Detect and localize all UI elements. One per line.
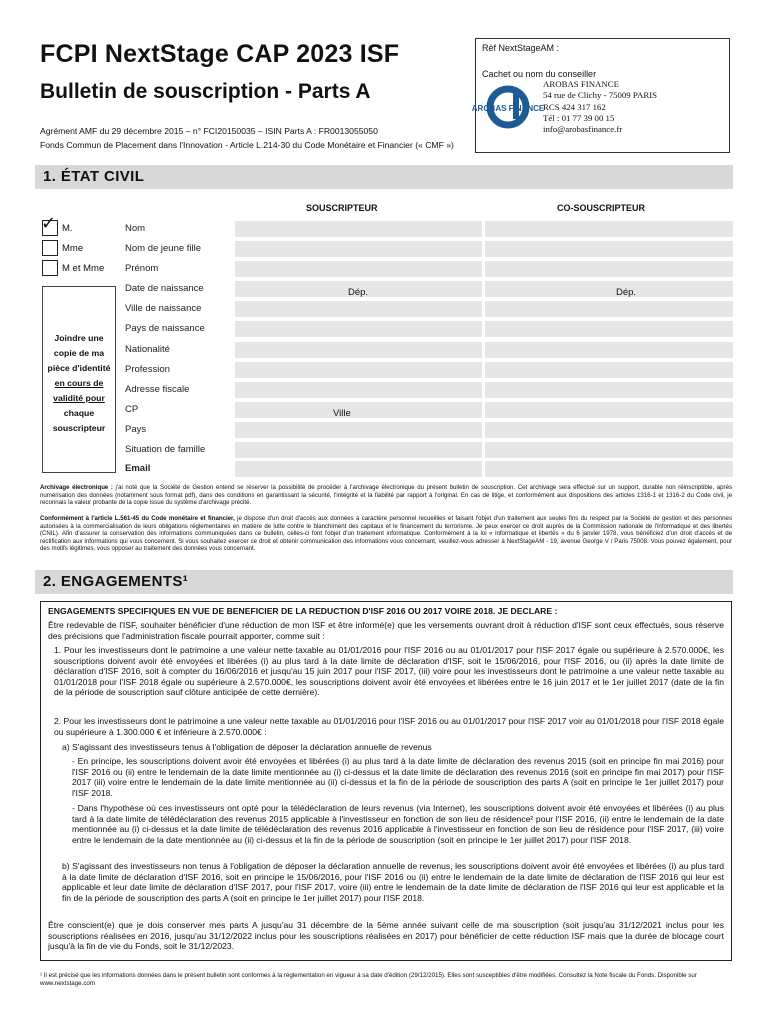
engagement-point-2b: b) S'agissant des investisseurs non tenus à l'obligation de déposer la déclaration annuelle de revenus, les souscriptions doivent avoir été envoyées et libérées (i) au plus tard à la date limite de déclaration d'ISF 2016, soit en principe le 15/06/2016, pour l'ISF 2016 ou (ii) entre le lendemain de la date limite de déclaration de l'ISF 2016 qui leur est applicable et leur date limite de déclaration d'ISF 2017, pour l'ISF 2017, voire (iii) entre le lendemain de la date limite de déclaration de l'ISF 2016 qui leur est applicable et la fin de la période de souscription des parts A (soit en principe le 1er juillet 2017) pour l'ISF 2018. xyxy=(62,861,724,903)
souscripteur-input[interactable] xyxy=(235,221,482,237)
conformement-paragraph xyxy=(40,515,732,553)
joindre-line: chaque xyxy=(63,408,95,418)
field-label: Prénom xyxy=(125,263,159,274)
address-line: AROBAS FINANCE xyxy=(543,79,620,89)
engagements-title: ENGAGEMENTS SPECIFIQUES EN VUE DE BENEFICIER DE LA REDUCTION D'ISF 2016 OU 2017 VOIRE 2018. JE DECLARE : xyxy=(48,606,558,616)
civilite-m-label: M. xyxy=(62,223,73,234)
address-line: info@arobasfinance.fr xyxy=(543,124,623,135)
conformement-label: Conformément à l'article L.561-45 du Code monétaire et financier, xyxy=(40,515,235,522)
cosouscripteur-input[interactable] xyxy=(485,442,733,458)
ref-nextstage-label: Réf NextStageAM : xyxy=(482,43,560,53)
ville-label: Ville xyxy=(333,408,351,419)
field-label: Pays xyxy=(125,424,147,435)
document-title: FCPI NextStage CAP 2023 ISF xyxy=(40,40,400,68)
joindre-piece-identite-note xyxy=(42,286,116,473)
cosouscripteur-input[interactable] xyxy=(485,402,733,418)
cosouscripteur-input[interactable] xyxy=(485,241,733,257)
cosouscripteur-input[interactable] xyxy=(485,382,733,398)
joindre-line: copie de ma xyxy=(53,348,105,358)
souscripteur-input[interactable] xyxy=(235,442,482,458)
address-line: Tél : 01 77 39 00 15 xyxy=(543,112,615,123)
address-line: RCS 424 317 162 xyxy=(543,101,606,112)
engagement-point-1: 1. Pour les investisseurs dont le patrimoine a une valeur nette taxable au 01/01/2016 pour l'ISF 2016 ou au 01/01/2017 pour l'ISF 2017 égale ou supérieure à 2.570.000€, les souscriptions doivent avoir été envoyées et libérées (i) au plus tard à la date limite de déclaration d'ISF, soit le 15/06/2016, pour l'ISF 2016, ou (ii) après la date limite de déclaration d'ISF 2016, soit à compter du 16/06/2016 et jusqu'au 15 juin 2017 pour l'ISF 2017, (iii) voire pour les investisseurs dont le patrimoine a une valeur nette taxable au 01/01/2018 pour l'ISF 2018 égale ou supérieure à 2.570.000€, les souscriptions doivent avoir été envoyées et libérées entre le 16 juin 2017 et le 1er juillet 2017 (date de la fin de la période de souscription sauf clôture anticipée de cette dernière). xyxy=(54,645,724,698)
cosouscripteur-input[interactable] xyxy=(485,461,733,477)
souscripteur-input[interactable] xyxy=(235,461,482,477)
address-line: 54 rue de Clichy - 75009 PARIS xyxy=(543,90,658,101)
archivage-paragraph xyxy=(40,484,732,507)
document-subtitle: Bulletin de souscription - Parts A xyxy=(40,80,371,103)
cosouscripteur-input[interactable] xyxy=(485,281,733,297)
engagement-conscient: Être conscient(e) que je dois conserver mes parts A jusqu'au 31 décembre de la 5ème année suivant celle de ma souscription (soit jusqu'au 31/12/2021 inclus pour les souscriptions réalisées en 2016, jusqu'au 31/12/2022 inclus pour les souscriptions réalisées en 2017) pour bénéficier de cette réduction ISF mais que la durée de blocage court jusqu'à la fin de vie du Fonds, soit le 31/12/2023. xyxy=(48,920,724,952)
field-label: Adresse fiscale xyxy=(125,384,190,395)
cosouscripteur-input[interactable] xyxy=(485,342,733,358)
souscripteur-input[interactable] xyxy=(235,382,482,398)
field-label: CP xyxy=(125,404,139,415)
fonds-description: Fonds Commun de Placement dans l'Innovation - Article L.214-30 du Code Monétaire et Financier (« CMF ») xyxy=(40,140,454,150)
joindre-line: Joindre une xyxy=(54,333,104,343)
field-label: Situation de famille xyxy=(125,444,206,455)
joindre-line: souscripteur xyxy=(52,423,106,433)
engagement-point-2a-2: - Dans l'hypothèse où ces investisseurs ont opté pour la télédéclaration de leurs revenus (via Internet), les souscriptions doivent avoir été envoyées et libérées (i) au plus tard à la date limite de télédéclaration des revenus 2015 applicable à l'investisseur en fonction de son lieu de résidence² pour l'ISF 2016, (ii) entre le lendemain de la date mentionnée au (i) ci-dessus et la date limite de télédéclaration des revenus 2016 applicable à l'investisseur en fonction de son lieu de résidence pour l'ISF 2017, (iii) voire entre le lendemain de la date mentionnée au (ii) ci-dessus et la fin de la période de souscription (soit en principe le 1er juillet 2017) pour l'ISF 2018. xyxy=(72,803,724,845)
engagement-point-2: 2. Pour les investisseurs dont le patrimoine a une valeur nette taxable au 01/01/2016 pour l'ISF 2016 ou au 01/01/2017 pour l'ISF 2017 voir au 01/01/2018 pour l'ISF 2018 égale ou supérieure à 1.300.000 € et inférieure à 2.570.000€ : xyxy=(54,716,724,737)
civilite-mme-label: Mme xyxy=(62,243,84,254)
engagement-point-2a-1: - En principe, les souscriptions doivent avoir été envoyées et libérées (i) au plus tard à la date limite de déclaration des revenus 2015 (soit en principe fin mai 2016) pour l'ISF 2016 ou (ii) entre le lendemain de la date limite mentionnée au (i) ci-dessus et la date limite de déclaration des revenus 2016 (soit en principe fin mai 2017) pour l'ISF 2017 (iii) voire entre le lendemain de la date limite mentionnée au (ii) ci-dessus et la fin de la période de souscription des parts A (soit en principe le 1er juillet 2017) pour l'ISF 2018. xyxy=(72,756,724,798)
souscripteur-input[interactable] xyxy=(235,241,482,257)
souscripteur-input[interactable] xyxy=(235,402,482,418)
column-souscripteur: SOUSCRIPTEUR xyxy=(306,203,378,213)
souscripteur-input[interactable] xyxy=(235,342,482,358)
souscripteur-input[interactable] xyxy=(235,321,482,337)
conseiller-address xyxy=(543,79,657,135)
cachet-label: Cachet ou nom du conseiller xyxy=(482,69,597,79)
civilite-m-et-mme-label: M et Mme xyxy=(62,263,105,274)
check-mark-icon: ✓ xyxy=(41,213,57,233)
conformement-text: je dispose d'un droit d'accès aux données à caractère personnel recueillies et faisant l'objet d'un traitement aux seules fins du respect par la Société de gestion et des personnes autorisées à la commercialisation de leurs obligations réglementaires en matière de lutte contre le blanchiment des capitaux et le financement du terrorisme. Je peux exercer ce droit auprès de la Commission nationale de l'informatique et des libertés (CNIL). Afin d'assurer la conservation des informations communiquées dans ce bulletin, celles-ci font l'objet d'un traitement informatique. Conformément à la loi « informatique et libertés » du 6 janvier 1978, vous bénéficiez d'un droit d'accès et de rectification aux informations qui vous concernent. Si vous souhaitez exercer ce droit et obtenir communication des informations vous concernant, veuillez-vous adresser à NextStageAM - 19, avenue George V / Paris 75008. Vous pouvez également, pour des motifs légitimes, vous opposer au traitement des données vous concernant. xyxy=(40,515,732,553)
archivage-text: j'ai noté que la Société de Gestion entend se réserver la possibilité de procéder à l'archivage électronique du présent bulletin de souscription. Cet archivage sera effectué sur un support, durable non réinscriptible, après numérisation des données (notamment sous format pdf), dans des conditions en garantissant la sécurité, l'intégrité et la fiabilité par rapport à l'original. En cas de litige, et conformément aux dispositions des articles 1316-1 et 1316-2 du Code civil, je reconnais la valeur probante de la copie issue du système d'archivage précité. xyxy=(40,484,732,507)
cosouscripteur-dep-label: Dép. xyxy=(616,287,637,298)
cosouscripteur-input[interactable] xyxy=(485,221,733,237)
field-label: Date de naissance xyxy=(125,283,204,294)
field-label: Nom xyxy=(125,223,146,234)
field-label: Pays de naissance xyxy=(125,323,205,334)
arobas-logo-text: AROBAS FINANCE xyxy=(471,104,545,113)
joindre-line: validité pour xyxy=(53,393,105,403)
souscripteur-input[interactable] xyxy=(235,301,482,317)
arobas-logo-icon xyxy=(471,81,545,145)
section-engagements-heading: 2. ENGAGEMENTS¹ xyxy=(35,570,733,594)
field-label: Email xyxy=(125,463,151,474)
checkbox-mme[interactable] xyxy=(42,240,58,256)
archivage-label: Archivage électronique : xyxy=(40,484,113,491)
checkbox-m-et-mme[interactable] xyxy=(42,260,58,276)
field-label: Profession xyxy=(125,364,170,375)
cosouscripteur-input[interactable] xyxy=(485,261,733,277)
footnote: ¹ Il est précisé que les informations données dans le présent bulletin sont conformes à la réglementation en vigueur à sa date d'édition (29/12/2015). Elles sont susceptibles d'être modifiées. Consultez la Note fiscale du Fonds. Disponible sur www.nextstage.com xyxy=(40,972,697,987)
cosouscripteur-input[interactable] xyxy=(485,422,733,438)
field-label: Nom de jeune fille xyxy=(125,243,202,254)
souscripteur-input[interactable] xyxy=(235,422,482,438)
souscripteur-input[interactable] xyxy=(235,261,482,277)
cosouscripteur-input[interactable] xyxy=(485,362,733,378)
column-cosouscripteur: CO-SOUSCRIPTEUR xyxy=(557,203,646,213)
agrement-amf: Agrément AMF du 29 décembre 2015 – n° FCI20150035 – ISIN Parts A : FR0013055050 xyxy=(40,126,378,136)
souscripteur-dep-label: Dép. xyxy=(348,287,369,298)
section-etat-civil-heading: 1. ÉTAT CIVIL xyxy=(35,165,733,189)
field-label: Ville de naissance xyxy=(125,303,202,314)
engagements-intro: Être redevable de l'ISF, souhaiter bénéficier d'une réduction de mon ISF et être informé(e) que les versements ouvrant droit à réduction d'ISF sont ceux effectués, sous réserve des précisions que l'administration fiscale pourrait apporter, comme suit : xyxy=(48,620,724,641)
joindre-line: pièce d'identité xyxy=(47,363,111,373)
conseiller-stamp-box[interactable] xyxy=(471,38,730,153)
joindre-line: en cours de xyxy=(54,378,104,388)
field-label: Nationalité xyxy=(125,344,170,355)
cosouscripteur-input[interactable] xyxy=(485,321,733,337)
engagement-point-2a: a) S'agissant des investisseurs tenus à l'obligation de déposer la déclaration annuelle de revenus xyxy=(62,742,432,752)
cosouscripteur-input[interactable] xyxy=(485,301,733,317)
souscripteur-input[interactable] xyxy=(235,362,482,378)
